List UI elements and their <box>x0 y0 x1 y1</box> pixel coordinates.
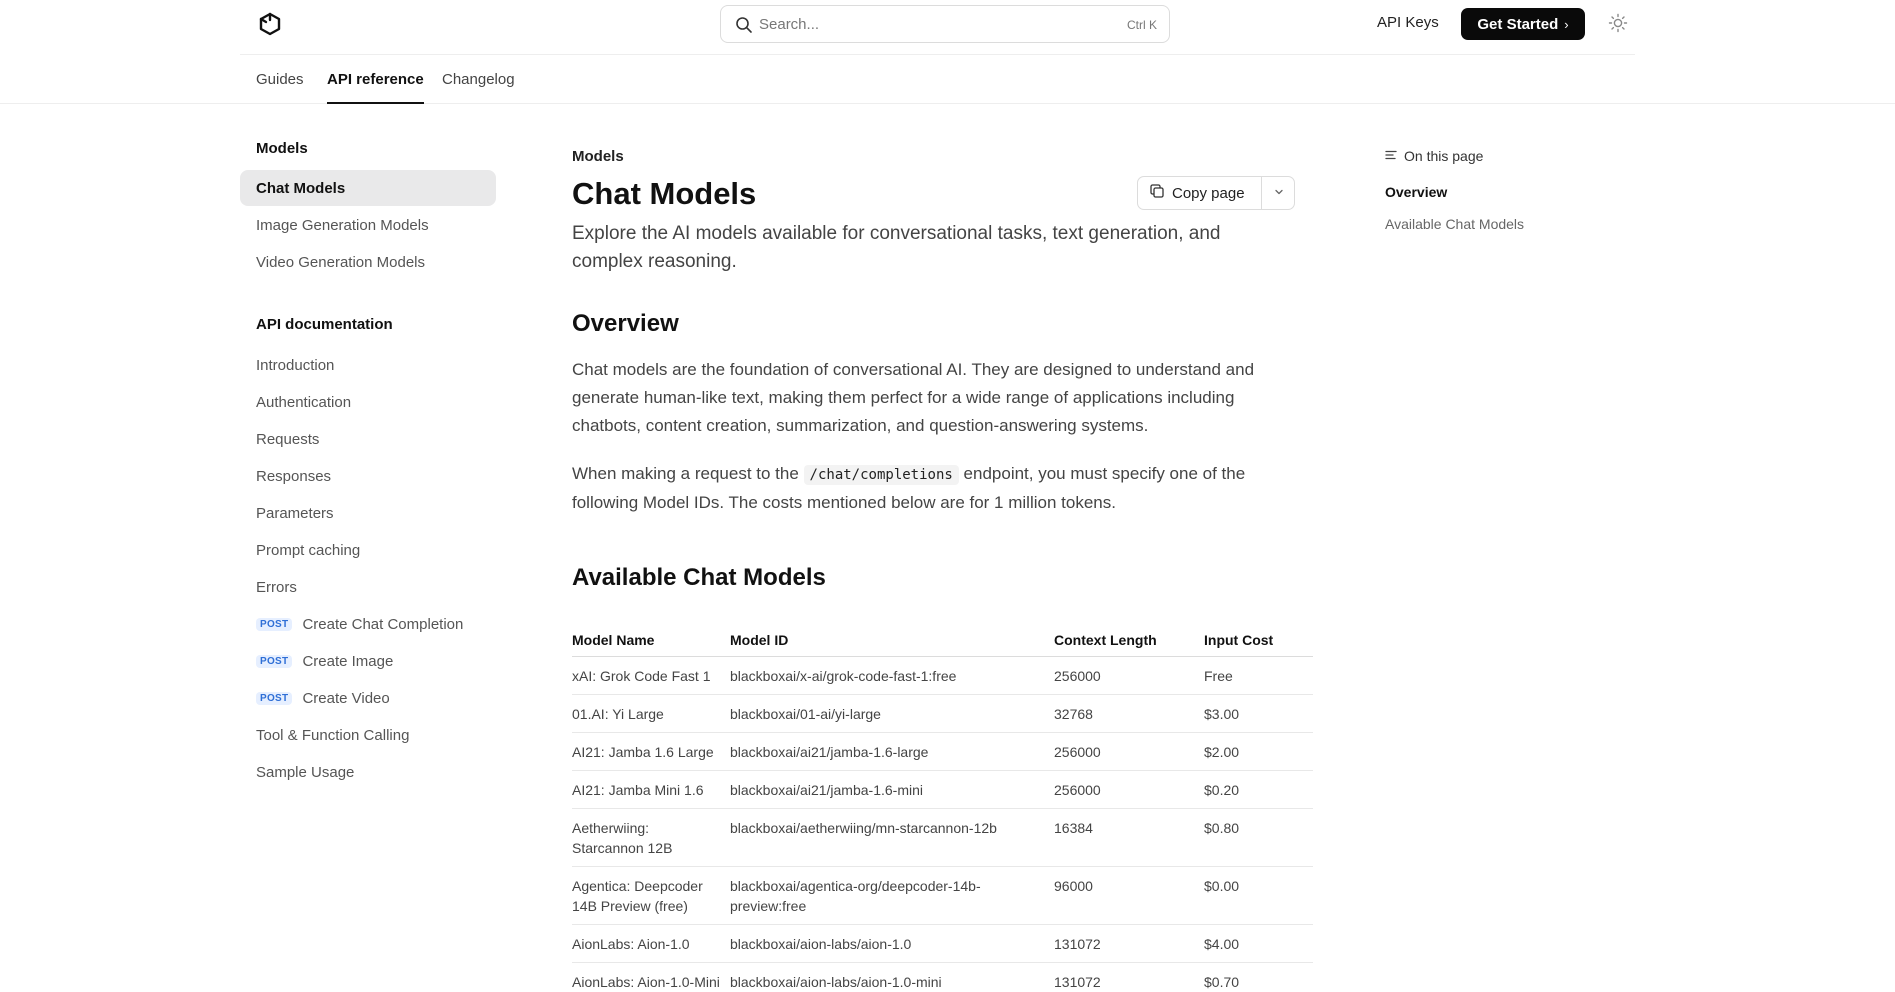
sidebar-item-label: Create Video <box>302 689 390 707</box>
post-method-badge: POST <box>256 692 292 705</box>
model-name-cell: Aetherwiing: Starcannon 12B <box>572 809 730 867</box>
toc-item-overview[interactable]: Overview <box>1385 184 1448 200</box>
model-id-cell: blackboxai/ai21/jamba-1.6-mini <box>730 771 1054 809</box>
page-title: Chat Models <box>572 176 757 211</box>
tab-api-reference[interactable]: API reference <box>327 71 424 104</box>
table-row <box>572 771 1313 809</box>
model-name-cell: AionLabs: Aion-1.0-Mini <box>572 963 730 992</box>
overview-paragraph: Chat models are the foundation of conversational AI. They are designed to understand and generate human-like text, making them perfect for a wide range of applications including chatbots, content creation, summarization, and question-answering systems. <box>572 360 1255 435</box>
tab-guides[interactable]: Guides <box>256 71 304 88</box>
table-row <box>572 695 1313 733</box>
get-started-label: Get Started <box>1477 15 1559 33</box>
nav-tabs <box>0 55 1895 104</box>
breadcrumb: Models <box>572 148 624 165</box>
copy-page-action[interactable] <box>1150 177 1245 209</box>
endpoint-text-start: When making a request to the <box>572 464 804 483</box>
sidebar-item-label: Image Generation Models <box>256 216 429 234</box>
context-length-cell: 131072 <box>1054 925 1204 963</box>
toc-heading <box>1385 148 1483 164</box>
sidebar-item-create-video[interactable] <box>240 680 496 716</box>
context-length-cell: 16384 <box>1054 809 1204 867</box>
endpoint-text-end: endpoint, you must specify one of the following Model IDs. The costs mentioned below are for 1 million tokens. <box>572 464 1246 512</box>
model-name-cell: AI21: Jamba 1.6 Large <box>572 733 730 771</box>
sidebar-item-chat-models[interactable] <box>240 170 496 206</box>
endpoint-code: /chat/completions <box>804 465 959 485</box>
overview-heading: Overview <box>572 310 679 337</box>
model-id-cell: blackboxai/aion-labs/aion-1.0-mini <box>730 963 1054 992</box>
sidebar-item-label: Sample Usage <box>256 763 355 781</box>
sidebar-item-label: Chat Models <box>256 179 346 197</box>
available-models-heading: Available Chat Models <box>572 564 826 591</box>
get-started-button[interactable] <box>1461 8 1585 40</box>
sidebar-section-api-documentation: API documentation <box>256 316 393 333</box>
model-id-cell: blackboxai/x-ai/grok-code-fast-1:free <box>730 657 1054 695</box>
col-model-name: Model Name <box>572 622 730 657</box>
sidebar-item-label: Errors <box>256 578 297 596</box>
toc-heading-label: On this page <box>1404 148 1484 164</box>
copy-options-dropdown[interactable] <box>1262 177 1295 209</box>
sidebar-item-label: Create Image <box>302 652 394 670</box>
models-table <box>572 622 1313 992</box>
sidebar-item-sample-usage[interactable] <box>240 754 496 790</box>
sun-icon[interactable] <box>1608 13 1628 33</box>
sidebar-item-prompt-caching[interactable] <box>240 532 496 568</box>
post-method-badge: POST <box>256 655 292 668</box>
hexagon-logo-icon[interactable] <box>258 12 282 36</box>
model-id-cell: blackboxai/ai21/jamba-1.6-large <box>730 733 1054 771</box>
model-name-cell: xAI: Grok Code Fast 1 <box>572 657 730 695</box>
input-cost-cell: $0.00 <box>1204 867 1313 925</box>
model-id-cell: blackboxai/aetherwiing/mn-starcannon-12b <box>730 809 1054 867</box>
sidebar-item-label: Responses <box>256 467 332 485</box>
col-input-cost: Input Cost <box>1204 622 1313 657</box>
model-name-cell: AI21: Jamba Mini 1.6 <box>572 771 730 809</box>
sidebar-item-create-chat-completion[interactable] <box>240 606 496 642</box>
sidebar-item-label: Prompt caching <box>256 541 361 559</box>
toc-item-available-chat-models[interactable]: Available Chat Models <box>1385 216 1525 232</box>
model-id-cell: blackboxai/01-ai/yi-large <box>730 695 1054 733</box>
sidebar-item-introduction[interactable] <box>240 347 496 383</box>
sidebar-item-errors[interactable] <box>240 569 496 605</box>
input-cost-cell: $4.00 <box>1204 925 1313 963</box>
sidebar-item-label: Authentication <box>256 393 352 411</box>
chevron-down-icon <box>1274 184 1284 202</box>
model-name-cell: Agentica: Deepcoder 14B Preview (free) <box>572 867 730 925</box>
table-row <box>572 867 1313 925</box>
context-length-cell: 256000 <box>1054 657 1204 695</box>
sidebar-item-authentication[interactable] <box>240 384 496 420</box>
endpoint-paragraph <box>572 460 1292 517</box>
input-cost-cell: $0.70 <box>1204 963 1313 992</box>
chevron-right-icon: › <box>1564 16 1569 32</box>
sidebar-item-label: Introduction <box>256 356 335 374</box>
col-context-length: Context Length <box>1054 622 1204 657</box>
sidebar-item-label: Video Generation Models <box>256 253 425 271</box>
tab-changelog[interactable]: Changelog <box>442 71 515 88</box>
table-row <box>572 925 1313 963</box>
sidebar-item-image-generation-models[interactable] <box>240 207 496 243</box>
sidebar-item-label: Tool & Function Calling <box>256 726 410 744</box>
sidebar-item-label: Requests <box>256 430 320 448</box>
copy-page-button <box>1137 176 1295 210</box>
search-shortcut: Ctrl K <box>1127 18 1157 32</box>
context-length-cell: 131072 <box>1054 963 1204 992</box>
sidebar-item-parameters[interactable] <box>240 495 496 531</box>
sidebar-item-tool-function-calling[interactable] <box>240 717 496 753</box>
table-row <box>572 657 1313 695</box>
copy-page-label: Copy page <box>1172 184 1245 202</box>
model-name-cell: 01.AI: Yi Large <box>572 695 730 733</box>
sidebar-section-models: Models <box>256 140 308 157</box>
sidebar-item-create-image[interactable] <box>240 643 496 679</box>
copy-icon <box>1150 184 1164 202</box>
context-length-cell: 256000 <box>1054 771 1204 809</box>
post-method-badge: POST <box>256 618 292 631</box>
model-id-cell: blackboxai/agentica-org/deepcoder-14b-preview:free <box>730 867 1054 925</box>
top-header <box>240 0 1635 55</box>
table-row <box>572 733 1313 771</box>
table-header-row <box>572 622 1313 657</box>
input-cost-cell: Free <box>1204 657 1313 695</box>
search-input[interactable] <box>720 5 1170 43</box>
sidebar-item-responses[interactable] <box>240 458 496 494</box>
sidebar-item-requests[interactable] <box>240 421 496 457</box>
input-cost-cell: $3.00 <box>1204 695 1313 733</box>
input-cost-cell: $0.80 <box>1204 809 1313 867</box>
table-row <box>572 809 1313 867</box>
input-cost-cell: $0.20 <box>1204 771 1313 809</box>
page-lead: Explore the AI models available for conversational tasks, text generation, and complex reasoning. <box>572 223 1221 272</box>
sidebar-item-label: Parameters <box>256 504 334 522</box>
sidebar-item-label: Create Chat Completion <box>302 615 464 633</box>
context-length-cell: 96000 <box>1054 867 1204 925</box>
input-cost-cell: $2.00 <box>1204 733 1313 771</box>
col-model-id: Model ID <box>730 622 1054 657</box>
sidebar-item-video-generation-models[interactable] <box>240 244 496 280</box>
search-placeholder: Search... <box>759 16 820 33</box>
list-icon <box>1385 148 1397 164</box>
api-keys-link[interactable]: API Keys <box>1377 14 1439 31</box>
context-length-cell: 256000 <box>1054 733 1204 771</box>
table-row <box>572 963 1313 992</box>
model-id-cell: blackboxai/aion-labs/aion-1.0 <box>730 925 1054 963</box>
context-length-cell: 32768 <box>1054 695 1204 733</box>
search-icon <box>735 16 753 34</box>
model-name-cell: AionLabs: Aion-1.0 <box>572 925 730 963</box>
